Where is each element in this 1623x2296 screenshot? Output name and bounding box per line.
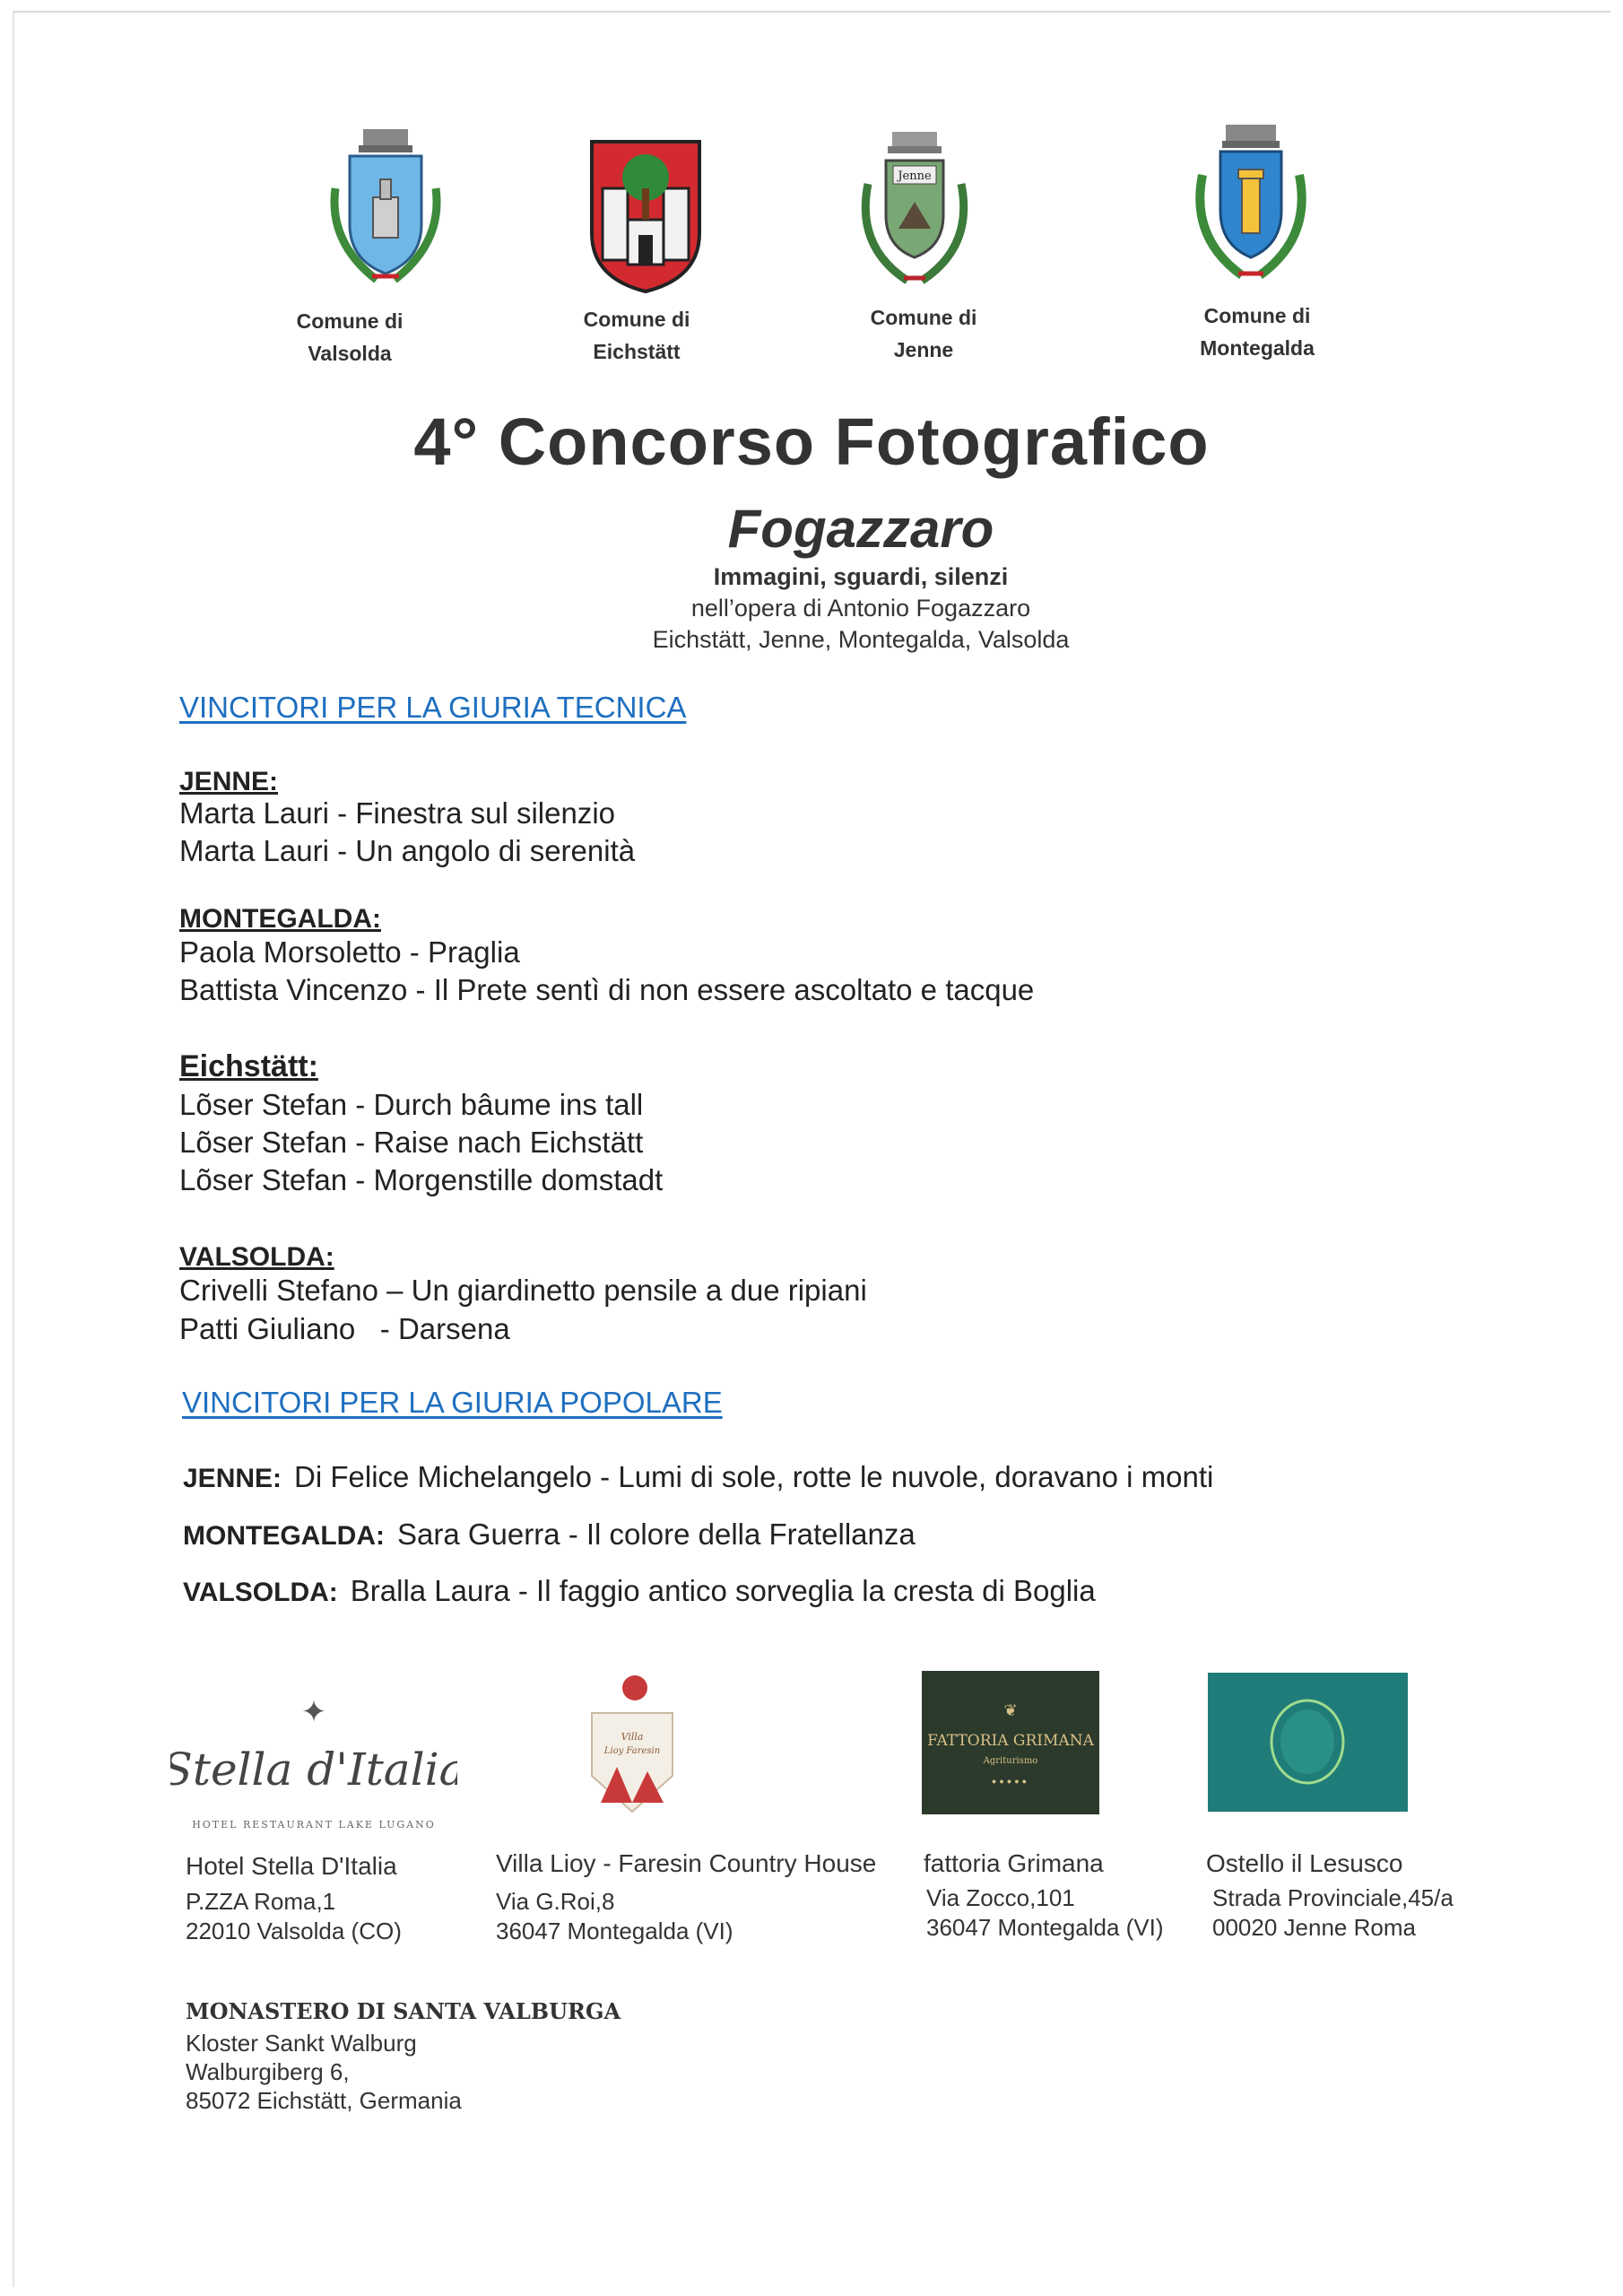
- section-heading-tecnica: VINCITORI PER LA GIURIA TECNICA: [179, 691, 687, 724]
- villa-logo-text-2: Lioy Faresin: [603, 1746, 661, 1756]
- comune-valsolda-label: [242, 305, 457, 370]
- place-montegalda: MONTEGALDA:: [179, 904, 381, 934]
- monastero-title: MONASTERO DI SANTA VALBURGA: [186, 1998, 621, 2024]
- page-subtitle: Fogazzaro: [727, 499, 994, 559]
- monastero-line: Kloster Sankt Walburg: [186, 2030, 417, 2057]
- winner-entry: Lõser Stefan - Morgenstille domstadt: [179, 1163, 664, 1196]
- crest-jenne-text: Jenne: [898, 170, 932, 183]
- sponsor-name: Ostello il Lesusco: [1206, 1849, 1403, 1877]
- popular-winner-row: [183, 1460, 1213, 1494]
- comune-prefix: Comune di: [1203, 304, 1311, 327]
- sponsor-address-line: 00020 Jenne Roma: [1212, 1914, 1416, 1941]
- winner-entry: Crivelli Stefano – Un giardinetto pensile a due ripiani: [179, 1274, 867, 1307]
- popular-place: JENNE:: [183, 1464, 282, 1493]
- fattoria-logo-text: FATTORIA GRIMANA: [927, 1732, 1094, 1750]
- villa-logo-text-1: Villa: [621, 1731, 644, 1743]
- star-icon: ✦: [300, 1695, 327, 1729]
- comune-montegalda-label: [1150, 300, 1365, 364]
- stella-caption: HOTEL RESTAURANT LAKE LUGANO: [192, 1819, 436, 1831]
- villa-lioy-logo: [574, 1668, 690, 1830]
- comune-name: Jenne: [893, 338, 954, 361]
- sponsor-address-line: 36047 Montegalda (VI): [496, 1918, 733, 1944]
- tagline-line-2: nell’opera di Antonio Fogazzaro: [690, 595, 1031, 622]
- popular-winner-row: [183, 1518, 916, 1552]
- page-title: 4° Concorso Fotografico: [413, 404, 1210, 479]
- comune-prefix: Comune di: [296, 309, 404, 333]
- sponsor-address-line: Strada Provinciale,45/a: [1212, 1884, 1454, 1911]
- sponsor-address: [1212, 1883, 1454, 1943]
- sponsor-name: Hotel Stella D'Italia: [186, 1852, 397, 1880]
- sponsor-address-line: 22010 Valsolda (CO): [186, 1918, 402, 1944]
- popular-winner-row: [183, 1574, 1096, 1608]
- sponsor-name: fattoria Grimana: [924, 1849, 1104, 1877]
- crest-montegalda-icon: [1188, 121, 1314, 283]
- comune-name: Eichstätt: [593, 340, 681, 363]
- winner-entry: Patti Giuliano - Darsena: [179, 1312, 510, 1345]
- sponsor-name: Villa Lioy - Faresin Country House: [496, 1849, 877, 1877]
- crest-eichstaett-icon: [583, 135, 708, 296]
- comune-jenne-label: [816, 301, 1031, 366]
- tagline: Immagini, sguardi, silenzi: [713, 563, 1009, 590]
- sponsor-address-line: Via G.Roi,8: [496, 1888, 615, 1915]
- winner-entry: Lõser Stefan - Durch bâume ins tall: [179, 1088, 644, 1121]
- monastero-line: 85072 Eichstätt, Germania: [186, 2087, 462, 2114]
- tagline-line-3: Eichstätt, Jenne, Montegalda, Valsolda: [652, 626, 1070, 653]
- popular-entry: Sara Guerra - Il colore della Fratellanza: [396, 1518, 916, 1551]
- sponsor-address-line: 36047 Montegalda (VI): [926, 1914, 1164, 1941]
- winner-entry: Lõser Stefan - Raise nach Eichstätt: [179, 1126, 644, 1159]
- sponsor-address-line: P.ZZA Roma,1: [186, 1888, 336, 1915]
- ostello-lesusco-logo: [1208, 1673, 1408, 1812]
- place-eichstaett: Eichstätt:: [179, 1049, 318, 1083]
- popular-place: MONTEGALDA:: [183, 1521, 385, 1551]
- crest-jenne-icon: [852, 130, 977, 291]
- sponsor-address: [496, 1887, 733, 1946]
- popular-entry: Bralla Laura - Il faggio antico sorveglia la cresta di Boglia: [350, 1574, 1096, 1607]
- comune-name: Montegalda: [1200, 336, 1315, 360]
- winner-entry: Marta Lauri - Finestra sul silenzio: [179, 796, 616, 830]
- popular-place: VALSOLDA:: [183, 1578, 338, 1607]
- comune-prefix: Comune di: [583, 308, 690, 331]
- sponsor-address-line: Via Zocco,101: [926, 1884, 1075, 1911]
- fattoria-logo-sub: Agriturismo: [983, 1756, 1038, 1766]
- comune-prefix: Comune di: [870, 306, 977, 329]
- stella-script: Stella d'Italia: [170, 1744, 457, 1796]
- crest-valsolda-icon: [323, 126, 448, 287]
- popular-entry: Di Felice Michelangelo - Lumi di sole, rotte le nuvole, doravano i monti: [294, 1460, 1214, 1493]
- fattoria-stars: ●●●●●: [991, 1777, 1030, 1786]
- stella-italia-logo: [170, 1686, 457, 1839]
- winner-entry: Battista Vincenzo - Il Prete sentì di non essere ascoltato e tacque: [179, 973, 1035, 1006]
- sponsor-address: [186, 1887, 402, 1946]
- winner-entry: Paola Morsoletto - Praglia: [179, 935, 520, 969]
- sponsor-address: [926, 1883, 1164, 1943]
- winner-entry: Marta Lauri - Un angolo di serenità: [179, 834, 636, 867]
- section-heading-popolare: VINCITORI PER LA GIURIA POPOLARE: [182, 1386, 723, 1419]
- monastero-line: Walburgiberg 6,: [186, 2058, 350, 2085]
- place-valsolda: VALSOLDA:: [179, 1242, 334, 1272]
- comune-name: Valsolda: [308, 342, 392, 365]
- comune-eichstaett-label: [529, 303, 744, 368]
- fattoria-emblem-icon: ❦: [1003, 1701, 1018, 1719]
- place-jenne: JENNE:: [179, 767, 279, 796]
- fattoria-grimana-logo: [922, 1671, 1099, 1814]
- monastero-address: [186, 2029, 462, 2115]
